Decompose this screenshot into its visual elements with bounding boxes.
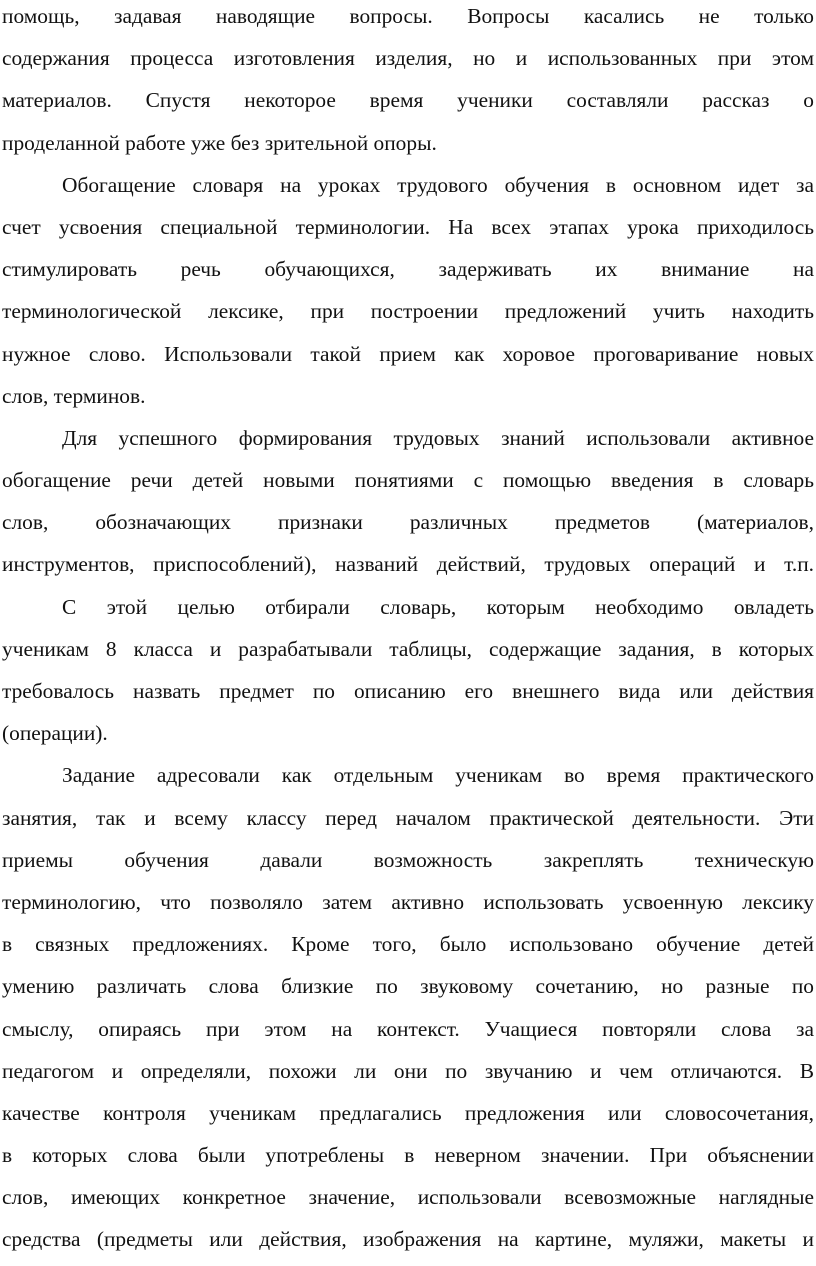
text-line: слов, обозначающих признаки различных предметов (материалов, <box>2 510 814 535</box>
paragraph-5 <box>2 754 814 1260</box>
text-line: умению различать слова близкие по звуковому сочетанию, но разные по <box>2 974 814 999</box>
text-line: слов, имеющих конкретное значение, использовали всевозможные наглядные <box>2 1185 814 1210</box>
text-line: С этой целью отбирали словарь, которым необходимо овладеть <box>62 594 814 619</box>
paragraph-1 <box>2 0 814 164</box>
paragraph-2 <box>2 164 814 417</box>
paragraph-3 <box>2 417 814 586</box>
text-line: смыслу, опираясь при этом на контекст. Учащиеся повторяли слова за <box>2 1016 814 1041</box>
text-line: помощь, задавая наводящие вопросы. Вопросы касались не только <box>2 4 814 28</box>
document-body <box>2 0 814 1261</box>
text-line: стимулировать речь обучающихся, задерживать их внимание на <box>2 257 814 282</box>
text-line: материалов. Спустя некоторое время ученики составляли рассказ о <box>2 88 814 113</box>
text-line: Обогащение словаря на уроках трудового обучения в основном идет за <box>62 172 814 197</box>
text-line: требовалось назвать предмет по описанию его внешнего вида или действия <box>2 679 814 703</box>
text-line: в которых слова были употреблены в неверном значении. При объяснении <box>2 1143 814 1168</box>
text-line: терминологической лексике, при построении предложений учить находить <box>2 299 814 324</box>
text-line: слов, терминов. <box>2 383 146 408</box>
text-line: нужное слово. Использовали такой прием как хоровое проговаривание новых <box>2 341 814 366</box>
text-line: инструментов, приспособлений), названий действий, трудовых операций и т.п. <box>2 552 814 577</box>
text-line: педагогом и определяли, похожи ли они по звучанию и чем отличаются. В <box>2 1058 814 1083</box>
text-line: счет усвоения специальной терминологии. На всех этапах урока приходилось <box>2 214 814 239</box>
text-line: (операции). <box>2 721 108 746</box>
paragraph-4 <box>2 586 814 755</box>
text-line: Задание адресовали как отдельным ученикам во время практического <box>62 763 814 788</box>
text-line: занятия, так и всему классу перед началом практической деятельности. Эти <box>2 805 814 830</box>
text-line: терминологию, что позволяло затем активно использовать усвоенную лексику <box>2 889 814 914</box>
text-line: содержания процесса изготовления изделия, но и использованных при этом <box>2 46 814 71</box>
text-line: ученикам 8 класса и разрабатывали таблицы, содержащие задания, в которых <box>2 636 814 661</box>
text-line: проделанной работе уже без зрительной опоры. <box>2 130 437 155</box>
text-line: обогащение речи детей новыми понятиями с помощью введения в словарь <box>2 468 814 493</box>
text-line: средства (предметы или действия, изображения на картине, муляжи, макеты и <box>2 1227 814 1252</box>
text-line: Для успешного формирования трудовых знаний использовали активное <box>62 425 814 450</box>
text-line: в связных предложениях. Кроме того, было использовано обучение детей <box>2 932 814 957</box>
text-line: качестве контроля ученикам предлагались предложения или словосочетания, <box>2 1100 814 1125</box>
text-line: приемы обучения давали возможность закреплять техническую <box>2 847 814 872</box>
